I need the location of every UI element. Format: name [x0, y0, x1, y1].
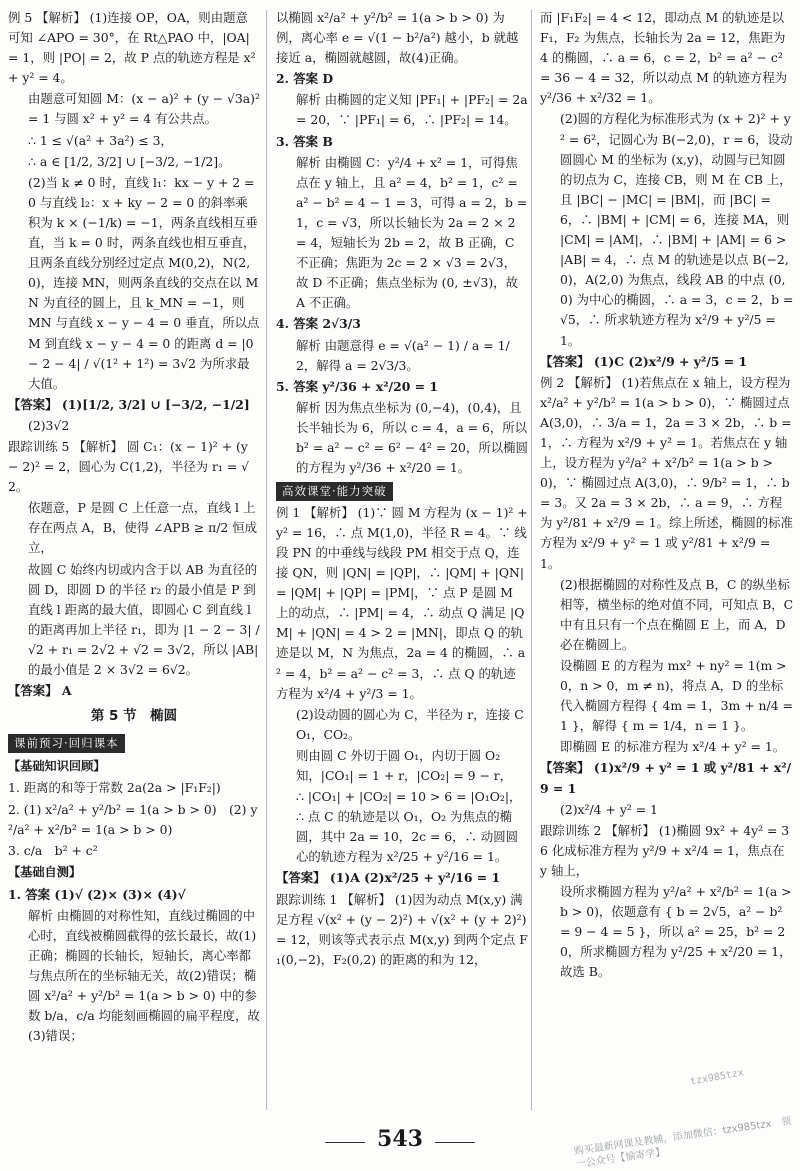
list-item: 2. (1) x²/a² + y²/b² = 1(a > b > 0) (2) y²/a² + x²/b² = 1(a > b > 0)	[8, 801, 258, 837]
footer-rule-left	[325, 1142, 365, 1143]
corner-mark: tzx985tzx	[689, 1067, 745, 1088]
list-item: 3. c/a b² + c²	[8, 842, 98, 858]
paragraph: 依题意，P 是圆 C 上任意一点，直线 l 上存在两点 A，B，使得 ∠APB ≥ π/2 恒成立，	[28, 500, 258, 556]
paragraph: (2)设动圆的圆心为 C，半径为 r，连接 CO₁，CO₂。	[296, 706, 524, 742]
paragraph: 则由圆 C 外切于圆 O₁，内切于圆 O₂ 知，|CO₁| = 1 + r，|CO₂| = 9 − r，	[296, 747, 513, 783]
paragraph: 由题意可知圆 M：(x − a)² + (y − √3a)² = 1 与圆 x² + y² = 4 有公共点。	[28, 91, 260, 127]
answer-line: 【答案】 (1)C (2)x²/9 + y²/5 = 1	[540, 353, 748, 369]
paragraph: 例 1 【解析】 (1)∵ 圆 M 方程为 (x − 1)² + y² = 16，∴ 点 M(1,0)，半径 R = 4。∵ 线段 PN 的中垂线与线段 PM 相交于点 Q，连接 QN，则 |QN| = |QP|，∴ |QM| + |QN| = |QM| + |QP| = |PM|，∵ 点 P 是圆 M 上的动点，∴ |PM| = 4，∴ 动点 Q 满足 |QM| + |QN| = 4 > 2 = |MN|，即点 Q 的轨迹是以 M，N 为焦点，2a = 4 的椭圆，∴ a² = 4，b² = a² − c² = 3，∴ 点 Q 的轨迹方程为 x²/4 + y²/3 = 1。	[276, 504, 528, 701]
section-banner: 课前预习·回归课本	[8, 734, 125, 753]
answer-line: 【答案】 (1)[1/2, 3/2] ∪ [−3/2, −1/2]	[8, 396, 250, 412]
column-divider	[266, 10, 267, 1110]
paragraph: (2)圆的方程化为标准形式为 (x + 2)² + y² = 6²，记圆心为 B(−2,0)，r = 6，设动圆圆心 M 的坐标为 (x,y)，动圆与已知圆的切点为 C，连接 CB，则 M 在 CB 上，且 |BC| − |MC| = |BM|，而 |BC| = 6，∴ |BM| + |CM| = 6，连接 MA，则 |CM| = |AM|，∴ |BM| + |AM| = 6 > |AB| = 4，∴ 点 M 的轨迹是以点 B(−2,0)，A(2,0) 为焦点，线段 AB 的中点 (0,0) 为中心的椭圆，∴ a = 3，c = 2，b = √5，∴ 所求轨迹方程为 x²/9 + y²/5 = 1。	[560, 111, 794, 348]
paragraph: ∴ |CO₁| + |CO₂| = 10 > 6 = |O₁O₂|，∴ 点 C 的轨迹是以 O₁，O₂ 为焦点的椭圆，其中 2a = 10，2c = 6，∴ 动圆圆心的轨迹方程为 x²/25 + y²/16 = 1。	[296, 789, 522, 865]
list-item: 1. 答案 (1)√ (2)× (3)× (4)√	[8, 886, 186, 902]
answer-line: 3. 答案 B	[276, 133, 333, 149]
watermark: 购买最新网课及教辅，添加微信：tzx985tzx 领一公众号【愉寄学】	[573, 1115, 793, 1171]
column-3	[540, 8, 794, 984]
paragraph: 解析 由椭圆的对称性知，直线过椭圆的中心时，直线被椭圆截得的弦长最长，故(1)正确；椭圆的长轴长，短轴长，离心率都与焦点所在的坐标轴无关，故(2)错误；椭圆 x²/a² + y²/b² = 1(a > b > 0) 中的参数 b/a，c/a 均能刻画椭圆的扁平程度，故(3)错误；	[28, 907, 260, 1044]
paragraph: 而 |F₁F₂| = 4 < 12，即动点 M 的轨迹是以 F₁，F₂ 为焦点，长轴长为 2a = 12，焦距为 4 的椭圆，∴ a = 6，c = 2，b² = a² − c² = 36 − 4 = 32，所以动点 M 的轨迹方程为 y²/36 + x²/32 = 1。	[540, 10, 788, 106]
paragraph: 即椭圆 E 的标准方程为 x²/4 + y² = 1。	[560, 739, 786, 755]
paragraph: (2)根据椭圆的对称性及点 B，C 的纵坐标相等，横坐标的绝对值不同，可知点 B，C 中有且只有一个点在椭圆 E 上，而 A，D 必在椭圆上。	[560, 576, 794, 652]
column-divider	[531, 10, 532, 1110]
answer-line: (2)3√2	[28, 417, 70, 433]
page-number: 543	[377, 1126, 423, 1152]
subsection-heading: 【基础自测】	[8, 864, 82, 879]
answer-line: 【答案】 A	[8, 683, 72, 699]
paragraph: 故圆 C 始终内切或内含于以 AB 为直径的圆 D，即圆 D 的半径 r₂ 的最小值是 P 到直线 l 距离的最大值，即圆心 C 到直线 l 的距离再加上半径 r₁，即为 |1 − 2 − 3| / √2 + r₁ = 2√2 + √2 = 3√2，所以 |AB| 的最小值是 2 × 3√2 = 6√2。	[28, 561, 260, 677]
paragraph: 例 5 【解析】 (1)连接 OP，OA，则由题意可知 ∠APO = 30°，在 Rt△PAO 中，|OA| = 1，则 |PO| = 2，故 P 点的轨迹方程是 x² + y² = 4。	[8, 10, 256, 86]
paragraph: 跟踪训练 5 【解析】 圆 C₁：(x − 1)² + (y − 2)² = 2，圆心为 C(1,2)，半径为 r₁ = √2。	[8, 438, 250, 495]
paragraph: ∴ a ∈ [1/2, 3/2] ∪ [−3/2, −1/2]。	[28, 153, 231, 169]
paragraph: 设所求椭圆方程为 y²/a² + x²/b² = 1(a > b > 0)，依题意有 { b = 2√5，a² − b² = 9 − 4 = 5 }，所以 a² = 25，b² = 20，所求椭圆方程为 y²/25 + x²/20 = 1，故选 B。	[560, 884, 792, 980]
answer-line: 【答案】 (1)A (2)x²/25 + y²/16 = 1	[276, 870, 501, 886]
answer-line: (2)x²/4 + y² = 1	[560, 801, 658, 817]
answer-line: 4. 答案 2√3/3	[276, 316, 361, 332]
section-banner: 高效课堂·能力突破	[276, 482, 393, 501]
paragraph: ∴ 1 ≤ √(a² + 3a²) ≤ 3，	[28, 132, 173, 148]
list-item: 1. 距离的和等于常数 2a(2a > |F₁F₂|)	[8, 780, 221, 796]
answer-line: 5. 答案 y²/36 + x²/20 = 1	[276, 378, 438, 394]
paragraph: 解析 因为焦点坐标为 (0,−4)，(0,4)，且长半轴长为 6，所以 c = 4，a = 6，所以 b² = a² − c² = 6² − 4² = 20，所以椭圆的方程为 y²/36 + x²/20 = 1。	[296, 399, 528, 476]
paragraph: 跟踪训练 1 【解析】 (1)因为动点 M(x,y) 满足方程 √(x² + (y − 2)²) + √(x² + (y + 2)²) = 12，则该等式表示点 M(x,y) 到两个定点 F₁(0,−2)，F₂(0,2) 的距离的和为 12，	[276, 891, 528, 967]
paragraph: 设椭圆 E 的方程为 mx² + ny² = 1(m > 0，n > 0，m ≠ n)，将点 A，D 的坐标代入椭圆方程得 { 4m = 1，3m + n/4 = 1 }，解得 { m = 1/4，n = 1 }。	[560, 658, 793, 734]
paragraph: 解析 由题意得 e = √(a² − 1) / a = 1/2，解得 a = 2√3/3。	[296, 337, 510, 373]
paragraph: 解析 由椭圆 C：y²/4 + x² = 1，可得焦点在 y 轴上，且 a² = 4，b² = 1，c² = a² − b² = 4 − 1 = 3，可得 a = 2，b = 1，c = √3，所以长轴长为 2a = 2 × 2 = 4，短轴长为 2b = 2，故 B 正确，C 不正确；焦距为 2c = 2 × √3 = 2√3，故 D 不正确；焦点坐标为 (0, ±√3)，故 A 不正确。	[296, 154, 528, 311]
paragraph: 解析 由椭圆的定义知 |PF₁| + |PF₂| = 2a = 20，∵ |PF₁| = 6，∴ |PF₂| = 14。	[296, 92, 528, 128]
answer-line: 【答案】 (1)x²/9 + y² = 1 或 y²/81 + x²/9 = 1	[540, 760, 792, 796]
column-2	[276, 8, 528, 971]
section-heading: 第 5 节 椭圆	[90, 708, 178, 725]
footer-rule-right	[435, 1142, 475, 1143]
paragraph: 例 2 【解析】 (1)若焦点在 x 轴上，设方程为 x²/a² + y²/b² = 1(a > b > 0)，∵ 椭圆过点 A(3,0)，∴ 3/a = 1，2a = 3 × 2b，∴ b = 1，∴ 方程为 x²/9 + y² = 1。若焦点在 y 轴上，设方程为 y²/a² + x²/b² = 1(a > b > 0)，∵ 椭圆过点 A(3,0)，∴ 9/b² = 1，∴ b = 3。又 2a = 3 × 2b，∴ a = 9，∴ 方程为 y²/81 + x²/9 = 1。综上所述，椭圆的标准方程为 x²/9 + y² = 1 或 y²/81 + x²/9 = 1。	[540, 374, 793, 571]
subsection-heading: 【基础知识回顾】	[8, 758, 106, 773]
paragraph: 跟踪训练 2 【解析】 (1)椭圆 9x² + 4y² = 36 化成标准方程为 y²/9 + x²/4 = 1，焦点在 y 轴上，	[540, 822, 790, 878]
paragraph: 以椭圆 x²/a² + y²/b² = 1(a > b > 0) 为例，离心率 e = √(1 − b²/a²) 越小，b 就越接近 a，椭圆就越圆，故(4)正确。	[276, 10, 519, 66]
answer-line: 2. 答案 D	[276, 71, 334, 87]
column-1	[8, 8, 260, 1047]
paragraph: (2)当 k ≠ 0 时，直线 l₁：kx − y + 2 = 0 与直线 l₂：x + ky − 2 = 0 的斜率乘积为 k × (−1/k) = −1，两条直线相互垂直，当 k = 0 时，两条直线也相互垂直，且两条直线分别经过定点 M(0,2)，N(2,0)，连接 MN，则两条直线的交点在以 MN 为直径的圆上，且 k_MN = −1，则 MN 与直线 x − y − 4 = 0 垂直，所以点 M 到直线 x − y − 4 = 0 的距离 d = |0 − 2 − 4| / √(1² + 1²) = 3√2 为所求最大值。	[28, 174, 260, 391]
